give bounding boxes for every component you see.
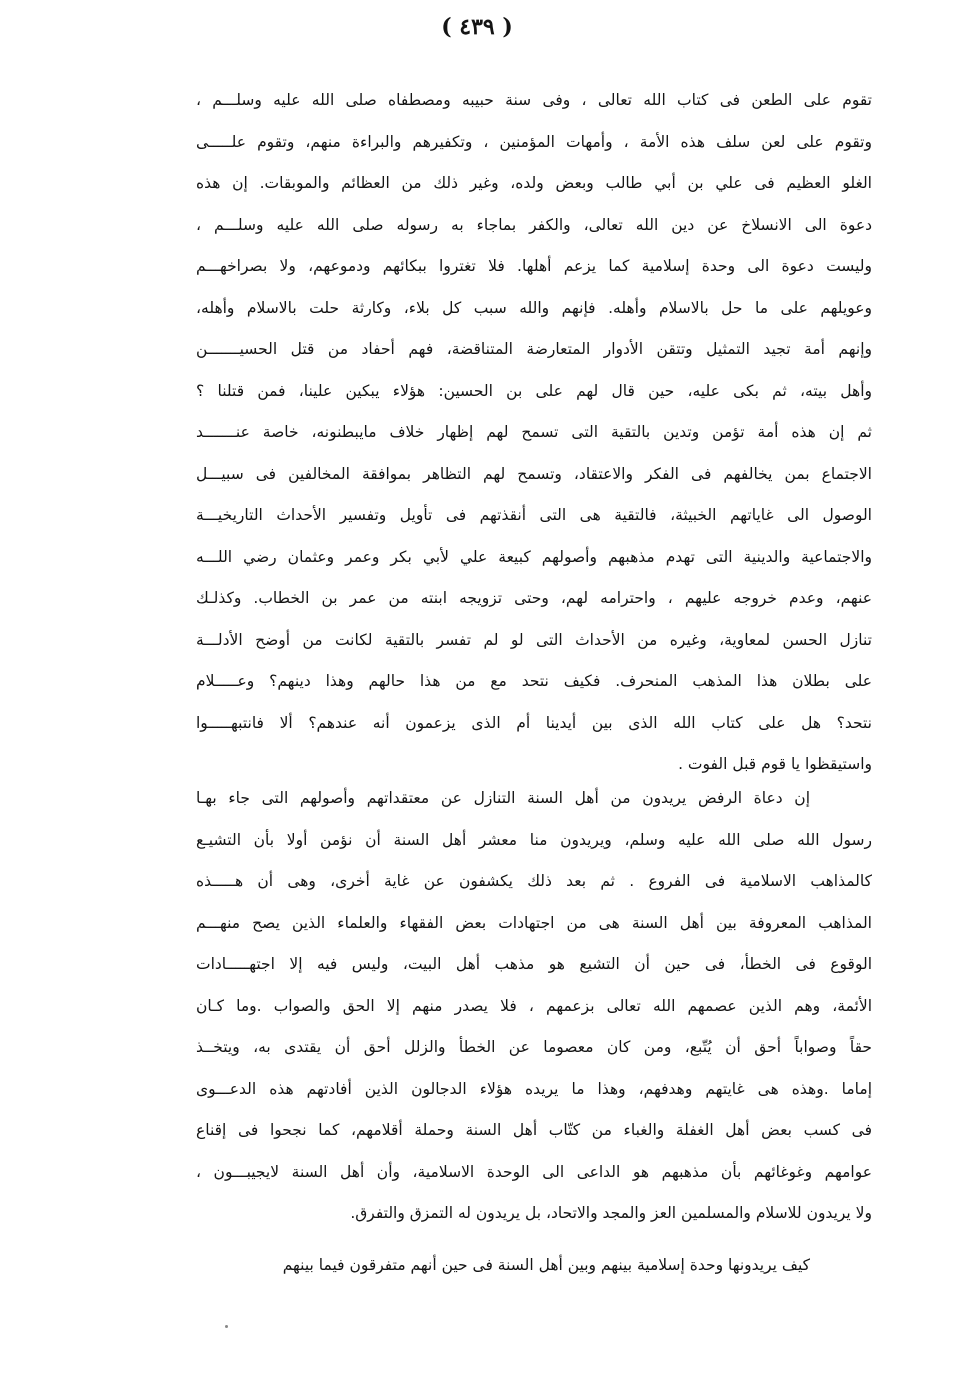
page-number: ( ٤٣٩ ) xyxy=(441,14,513,40)
text-line: رسول الله صلى الله عليه وسلم، ويريدون منا معشر أهل السنة أن نؤمن أولا بأن التشيـع xyxy=(196,830,872,849)
text-line: وعويلهم على ما حل بالاسلام وأهله. فإنهم والله سبب كل بلاء، وكارثة حلت بالاسلام وأهله، xyxy=(196,298,872,317)
paragraph-3 xyxy=(196,1245,872,1287)
text-line: إماما .وهذه هى غايتهم وهدفهم، وهذا ما يريده هؤلاء الدجالون الذين أفادتهم هذه الدعـــوى xyxy=(196,1079,872,1098)
text-line: دعوة الى الانسلاخ عن دين الله تعالى، والكفر بماجاء به رسوله صلى الله عليه وسلـــم ، xyxy=(196,215,872,234)
text-line: الغلو العظيم فى علي بن أبي طالب وبعض ولده، وغير ذلك من العظائم والموبقات. إن هذه xyxy=(196,174,872,192)
text-line: وأهل بيته، ثم بكى عليه، حين قال لهم على بن الحسين: هؤلاء يبكين علينا، فمن قتلنا ؟ xyxy=(196,381,872,400)
text-line: تنازل الحسن لمعاوية، وغيره من الأحداث التى لو لم تفسر بالتقية لكانت من أوضح الأدلـــة xyxy=(196,630,872,649)
text-line: والاجتماعية والدينية التى تهدم مذهبهم وأصولهم كبيعة علي لأبي بكر وعمر وعثمان رضي اللـــه xyxy=(196,547,872,566)
text-line: الوصول الى غاياتهم الخبيثة، فالتقية هى التى أنقذتهم فى تأويل وتفسير الأحداث التاريخيـــة xyxy=(196,506,872,524)
text-line: واستيقظوا يا قوم قبل الفوت . xyxy=(678,755,872,773)
text-line: كالمذاهب الاسلامية فى الفروع . ثم بعد ذلك يكشفون عن غاية أخرى، وهى أن هـــــذه xyxy=(196,872,872,890)
text-line: إن دعاة الرفض يريدون من أهل السنة التنازل عن معتقداتهم وأصولهم التى جاء بهـا xyxy=(196,789,810,807)
text-line: ولا يريدون للاسلام والمسلمين العز والمجد والاتحاد، بل يريدون له التمزق والتفرق. xyxy=(350,1204,872,1222)
text-line: نتحد؟ هل على كتاب الله الذى بين أيدينا أم الذى يزعمون أنه عندهم؟ ألا فانتبهـــــوا xyxy=(196,713,872,732)
text-line: تقوم على الطعن فى كتاب الله تعالى ، وفى سنة حبيبه ومصطفاه صلى الله عليه وسلـــم ، xyxy=(196,91,872,109)
text-line: كيف يريدونها وحدة إسلامية بينهم وبين أهل السنة فى حين أنهم متفرقون فيما بينهم xyxy=(282,1256,810,1274)
text-line: وليست دعوة الى وحدة إسلامية كما يزعم أهلها. فلا تغتروا ببكائهم ودموعهم، ولا بصراخهـــم xyxy=(196,257,872,275)
text-line: حقاً وصواباً أحق أن يُتّبع، ومن كان معصوما عن الخطأ والزلل أحق أن يقتدى به، ويتخــذ xyxy=(196,1038,872,1056)
text-line: وإنهم أمة تجيد التمثيل وتتقن الأدوار المتعارضة المتناقضة، فهم أحفاد من قتل الحسيـــــــن xyxy=(196,340,872,358)
text-line: الأئمة، وهم الذين عصمهم الله تعالى بزعمهم ، فلا يصدر منهم إلا الحق والصواب .وما كـان xyxy=(196,996,872,1015)
text-line: فى كسب بعض أهل الغفلة والغباء من كتّاب أهل السنة وحملة أقلامهم، كما نجحوا فى إقناع xyxy=(196,1121,872,1139)
text-line: عنهم، وعدم خروجه عليهم ، واحترامه لهم، وحتى تزويجه ابنته من عمر بن الخطاب. وكذلـك xyxy=(196,589,872,607)
text-line: وتقوم على لعن سلف هذه الأمة ، وأمهات المؤمنين ، وتكفيرهم والبراءة منهم، وتقوم علـــــى xyxy=(196,132,872,151)
text-line: الاجتماع بمن يخالفهم فى الفكر والاعتقاد، وتسمح لهم التظاهر بموافقة المخالفين فى سبيـــل xyxy=(196,464,872,483)
text-line: على بطلان هذا المذهب المنحرف. فكيف نتحد مع من هذا حالهم وهذا دينهم؟ وعـــــلام xyxy=(196,672,872,690)
text-line: عوامهم وغوغائهم بأن مذهبهم هو الداعى الى الوحدة الاسلامية، وأن أهل السنة لايجيبـــون ، xyxy=(196,1162,872,1181)
paragraph-1 xyxy=(196,80,872,786)
text-line: المذاهب المعروفة بين أهل السنة هى من اجتهادات بعض الفقهاء والعلماء الذين يصح منهـــم xyxy=(196,913,872,932)
text-line: ثم إن هذه أمة تؤمن وتدين بالتقية التى تسمح لهم إظهار خلاف مايبطنونه، خاصة عنـــــــد xyxy=(196,423,872,441)
page-speck xyxy=(225,1325,228,1328)
text-line: الوقوع فى الخطأ، فى حين أن التشيع هو مذهب أهل البيت، وليس فيه إلا اجتهـــــادات xyxy=(196,955,872,973)
paragraph-2 xyxy=(196,778,872,1235)
